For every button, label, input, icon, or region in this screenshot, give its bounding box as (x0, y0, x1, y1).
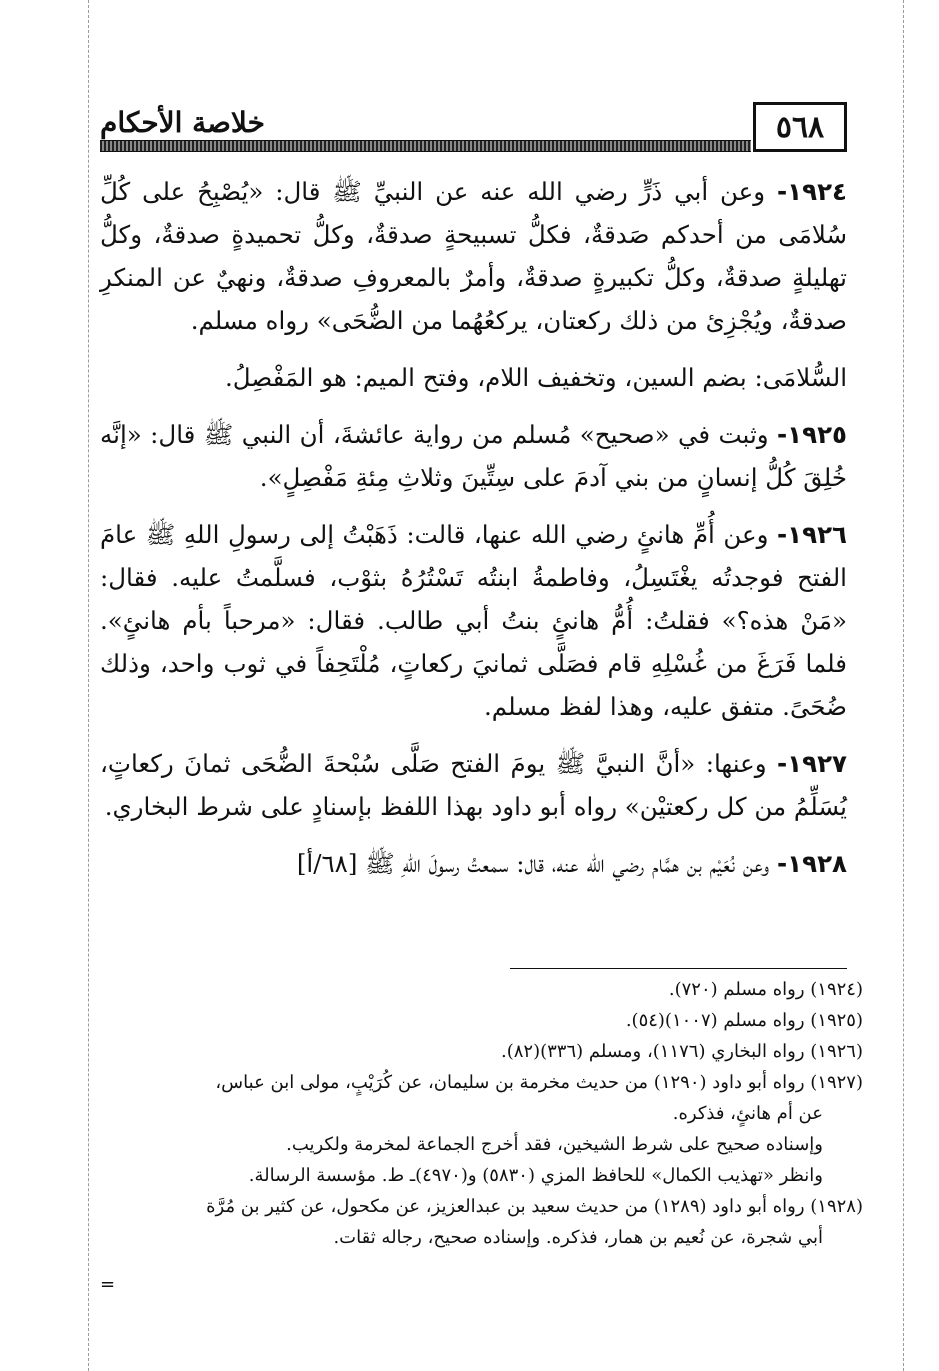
hadith-text: وعنها: «أنَّ النبيَّ ﷺ يومَ الفتح صَلَّى سُبْحةَ الضُّحَى ثمانَ ركعاتٍ، يُسَلِّمُ من كل ركعتيْن» رواه أبو داود بهذا اللفظ بإسنادٍ على شرط البخاري. (100, 749, 847, 821)
continuation-mark: = (100, 1274, 116, 1295)
page-number: ٥٦٨ (753, 102, 847, 152)
footnote-line: (١٩٢٦) رواه البخاري (١١٧٦)، ومسلم (٣٣٦)(٨٢). (501, 1041, 863, 1062)
footnote-line: وانظر «تهذيب الكمال» للحافظ المزي (٥٨٣٠) و(٤٩٧٠)ـ ط. مؤسسة الرسالة. (248, 1165, 823, 1186)
running-title: خلاصة الأحكام (100, 106, 265, 139)
footnote-line: (١٩٢٧) رواه أبو داود (١٢٩٠) من حديث مخرمة بن سليمان، عن كُرَيْبٍ، مولى ابن عباس، (215, 1072, 863, 1093)
footnotes (100, 974, 863, 1253)
footnote-line: (١٩٢٤) رواه مسلم (٧٢٠). (668, 979, 863, 1000)
main-text (100, 170, 847, 899)
gloss-text: السُّلامَى: بضم السين، وتخفيف اللام، وفتح الميم: هو المَفْصِلُ. (224, 363, 847, 392)
footnote-line: وإسناده صحيح على شرط الشيخين، فقد أخرج الجماعة لمخرمة ولكريب. (286, 1134, 823, 1155)
hadith-paragraph (100, 842, 847, 885)
footnote-line: (١٩٢٨) رواه أبو داود (١٢٨٩) من حديث سعيد بن عبدالعزيز، عن مكحول، عن كثير بن مُرَّة (206, 1196, 863, 1217)
hadith-number: ١٩٢٥- (777, 420, 847, 449)
footnote-separator (510, 968, 847, 969)
hadith-text: وعن أبي ذَرٍّ رضي الله عنه عن النبيِّ ﷺ قال: «يُصْبِحُ على كُلِّ سُلامَى من أحدكم صَدقةٌ، فكلُّ تسبيحةٍ صدقةٌ، وكلُّ تحميدةٍ صدقةٌ، وكلُّ تهليلةٍ صدقةٌ، وكلُّ تكبيرةٍ صدقةٌ، وأمرٌ بالمعروفِ صدقةٌ، ونهيٌ عن المنكرِ صدقةٌ، ويُجْزِئ من ذلك ركعتان، يركعُهُما من الضُّحَى» رواه مسلم. (100, 177, 847, 335)
page-header (100, 98, 847, 156)
hadith-text: وعن نُعَيْم بن همَّام رضي الله عنه، قال: سمعتُ رسولَ اللهِ ﷺ [٦٨/أ] (296, 849, 777, 878)
hadith-number: ١٩٢٤- (777, 177, 847, 206)
gloss-paragraph (100, 356, 847, 399)
hadith-paragraph (100, 170, 847, 342)
footnote-line: (١٩٢٥) رواه مسلم (١٠٠٧)(٥٤). (625, 1010, 863, 1031)
hadith-paragraph (100, 413, 847, 499)
hadith-text: وعن أُمِّ هانئٍ رضي الله عنها، قالت: ذَهَبْتُ إلى رسولِ اللهِ ﷺ عامَ الفتح فوجدتُه يغْتَسِلُ، وفاطمةُ ابنتُه تَسْتُرُهُ بثوْب، فسلَّمتُ عليه. فقال: «مَنْ هذه؟» فقلتُ: أُمُّ هانئٍ بنتُ أبي طالب. فقال: «مرحباً بأم هانئٍ». فلما فَرَغَ من غُسْلِهِ قام فصَلَّى ثمانيَ ركعاتٍ، مُلْتَحِفاً في ثوب واحد، وذلك ضُحَىً. متفق عليه، وهذا لفظ مسلم. (100, 520, 847, 721)
hadith-paragraph (100, 513, 847, 728)
hadith-number: ١٩٢٨- (777, 849, 847, 878)
hadith-paragraph (100, 742, 847, 828)
hadith-number: ١٩٢٧- (777, 749, 847, 778)
footnote-line: أبي شجرة، عن نُعيم بن همار، فذكره. وإسناده صحيح، رجاله ثقات. (333, 1227, 823, 1248)
footnote-line: عن أم هانئٍ، فذكره. (672, 1103, 823, 1124)
margin-guide-right (903, 0, 904, 1371)
hadith-number: ١٩٢٦- (777, 520, 847, 549)
hadith-text: وثبت في «صحيح» مُسلم من رواية عائشةَ، أن النبي ﷺ قال: «إنَّه خُلِقَ كُلُّ إنسانٍ من بني آدمَ على سِتِّينَ وثلاثِ مِئةِ مَفْصِلٍ». (100, 420, 847, 492)
header-rule (100, 140, 751, 152)
margin-guide-left (88, 0, 89, 1371)
